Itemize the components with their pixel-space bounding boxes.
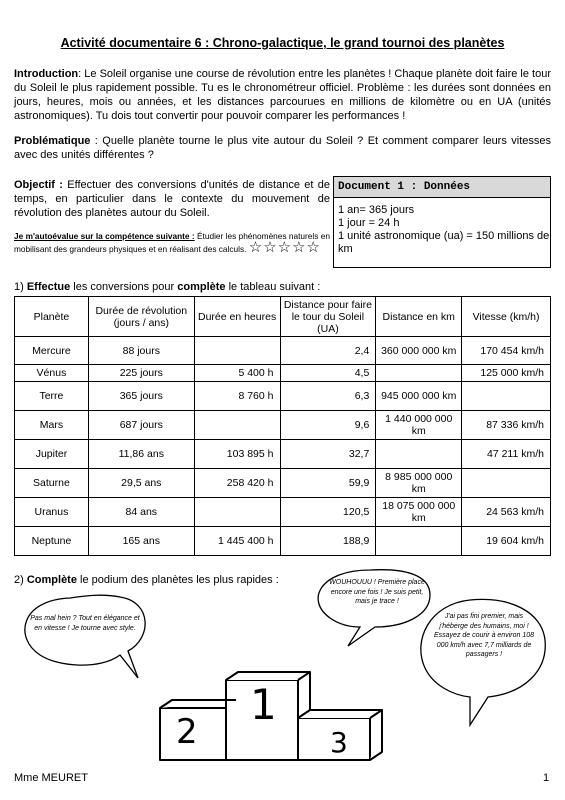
conversion-table	[14, 296, 551, 556]
speed-cell[interactable]: 87 336 km/h	[462, 411, 551, 440]
ua-cell: 2,4	[280, 337, 376, 365]
column-header: Distance en km	[376, 297, 462, 337]
table-row	[15, 440, 551, 469]
intro-label: Introduction	[14, 68, 79, 80]
column-header: Durée de révolution (jours / ans)	[88, 297, 194, 337]
objectif-label: Objectif :	[14, 179, 63, 191]
ua-cell: 4,5	[280, 365, 376, 382]
data-line: 1 jour = 24 h	[338, 217, 400, 229]
podium-illustration	[0, 560, 565, 770]
km-cell[interactable]	[376, 527, 462, 556]
document-1-box	[333, 176, 551, 268]
duration-cell: 225 jours	[88, 365, 194, 382]
table-row	[15, 527, 551, 556]
footer-author: Mme MEURET	[14, 772, 88, 784]
table-row	[15, 382, 551, 411]
autoeval-text: Étudier les phénomènes naturels en mobilisant des grandeurs physiques et en réalisant des calculs.	[14, 231, 330, 254]
column-header: Distance pour faire le tour du Soleil (UA)	[280, 297, 376, 337]
hours-cell[interactable]: 1 445 400 h	[194, 527, 280, 556]
speed-cell[interactable]: 170 454 km/h	[462, 337, 551, 365]
planet-cell: Terre	[15, 382, 89, 411]
table-header-row	[15, 297, 551, 337]
problematique-text: : Quelle planète tourne le plus vite autour du Soleil ? Et comment comparer leurs vitesses avec des unités différentes ?	[14, 135, 551, 161]
duration-cell: 84 ans	[88, 498, 194, 527]
autoevaluation	[14, 230, 330, 255]
ua-cell: 188,9	[280, 527, 376, 556]
page-number: 1	[543, 772, 550, 784]
km-cell[interactable]: 1 440 000 000 km	[376, 411, 462, 440]
introduction	[14, 67, 551, 123]
hours-cell[interactable]	[194, 411, 280, 440]
speed-cell[interactable]: 24 563 km/h	[462, 498, 551, 527]
ua-cell: 120,5	[280, 498, 376, 527]
duration-cell: 88 jours	[88, 337, 194, 365]
duration-cell: 687 jours	[88, 411, 194, 440]
question-1: 1) Effectue les conversions pour complète le tableau suivant :	[14, 281, 321, 293]
column-header: Vitesse (km/h)	[462, 297, 551, 337]
objectif-text: Effectuer des conversions d'unités de distance et de temps, en particulier dans le contexte du mouvement de révolution des planètes autour du Soleil.	[14, 179, 331, 219]
hours-cell[interactable]: 258 420 h	[194, 469, 280, 498]
km-cell[interactable]	[376, 365, 462, 382]
km-cell[interactable]: 18 075 000 000 km	[376, 498, 462, 527]
autoeval-label: Je m'autoévalue sur la compétence suivante :	[14, 231, 195, 241]
km-cell[interactable]: 8 985 000 000 km	[376, 469, 462, 498]
bubble-right-text: J'ai pas fini premier, mais j'héberge des humains, moi ! Essayez de courir à environ 108 000 km/h avec 7,7 milliards de passagers !	[434, 613, 534, 658]
planet-cell: Jupiter	[15, 440, 89, 469]
duration-cell: 365 jours	[88, 382, 194, 411]
page-title: Activité documentaire 6 : Chrono-galactique, le grand tournoi des planètes	[60, 36, 505, 50]
speed-cell[interactable]: 19 604 km/h	[462, 527, 551, 556]
speed-cell[interactable]: 125 000 km/h	[462, 365, 551, 382]
speed-cell[interactable]	[462, 382, 551, 411]
planet-cell: Mars	[15, 411, 89, 440]
speech-bubble-left	[25, 595, 145, 678]
document-1-header: Document 1 : Données	[334, 177, 550, 198]
speed-cell[interactable]	[462, 469, 551, 498]
ua-cell: 32,7	[280, 440, 376, 469]
bubble-left-text: Pas mal hein ? Tout en élégance et en vitesse ! Je tourne avec style.	[30, 615, 140, 632]
duration-cell: 11,86 ans	[88, 440, 194, 469]
ua-cell: 6,3	[280, 382, 376, 411]
hours-cell[interactable]: 103 895 h	[194, 440, 280, 469]
podium-first-number: 1	[250, 680, 277, 729]
hours-cell[interactable]	[194, 337, 280, 365]
ua-cell: 9,6	[280, 411, 376, 440]
star-rating[interactable]: ☆☆☆☆☆	[248, 239, 322, 256]
duration-cell: 165 ans	[88, 527, 194, 556]
podium-third-number: 3	[330, 726, 348, 759]
planet-cell: Neptune	[15, 527, 89, 556]
data-line: 1 an= 365 jours	[338, 204, 415, 216]
column-header: Durée en heures	[194, 297, 280, 337]
planet-cell: Saturne	[15, 469, 89, 498]
objectif	[14, 178, 330, 220]
hours-cell[interactable]: 8 760 h	[194, 382, 280, 411]
table-row	[15, 469, 551, 498]
intro-text: : Le Soleil organise une course de révolution entre les planètes ! Chaque planète doit faire le tour du Soleil le plus rapidement possible. Tu es le chronométreur officiel. Problème : les durées sont données en jours, heures, mois ou années, et les distances parcourues en millions de kilomètre ou en UA (unités astronomiques). Tu dois tout convertir pour pouvoir comparer les performances !	[14, 68, 551, 122]
table-row	[15, 498, 551, 527]
problematique-label: Problématique	[14, 135, 91, 147]
planet-cell: Mercure	[15, 337, 89, 365]
bubble-middle-text: WOUHOUUU ! Première place encore une fois ! Je suis petit, mais je trace !	[329, 579, 425, 605]
planet-cell: Uranus	[15, 498, 89, 527]
duration-cell: 29,5 ans	[88, 469, 194, 498]
podium-second-number: 2	[176, 712, 198, 752]
km-cell[interactable]: 945 000 000 km	[376, 382, 462, 411]
table-row	[15, 365, 551, 382]
table-row	[15, 411, 551, 440]
hours-cell[interactable]: 5 400 h	[194, 365, 280, 382]
km-cell[interactable]: 360 000 000 km	[376, 337, 462, 365]
data-line: 1 unité astronomique (ua) = 150 millions de km	[338, 230, 550, 255]
ua-cell: 59,9	[280, 469, 376, 498]
table-row	[15, 337, 551, 365]
planet-cell: Vénus	[15, 365, 89, 382]
problematique	[14, 134, 551, 162]
column-header: Planète	[15, 297, 89, 337]
speed-cell[interactable]: 47 211 km/h	[462, 440, 551, 469]
hours-cell[interactable]	[194, 498, 280, 527]
km-cell[interactable]	[376, 440, 462, 469]
question-2: 2) Complète le podium des planètes les plus rapides :	[14, 574, 279, 586]
